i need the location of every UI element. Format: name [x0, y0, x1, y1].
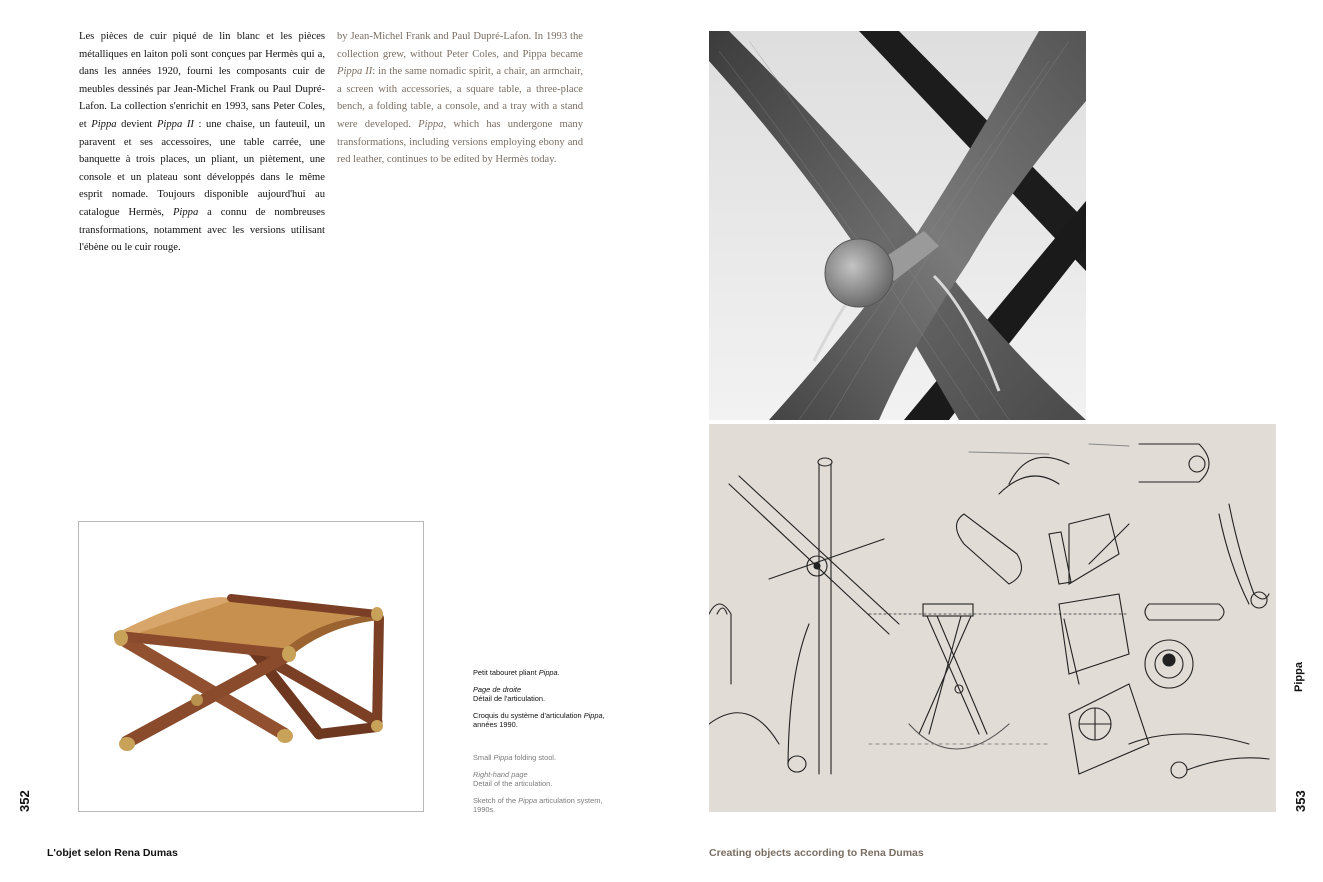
stool-photo-frame [78, 521, 424, 812]
page-number-right: 353 [1293, 790, 1308, 812]
caption-detail-en: Right-hand page Detail of the articulation. [473, 769, 553, 789]
pippa-ii-italic: Pippa II [156, 118, 194, 130]
caption-stool-en: Small Pippa folding stool. [473, 753, 557, 762]
articulation-detail-photo [709, 31, 1086, 420]
pippa-italic: Pippa [418, 118, 444, 130]
pippa-ii-italic: Pippa II [337, 66, 373, 78]
footer-right: Creating objects according to Rena Dumas [709, 847, 924, 859]
french-text-column: Les pièces de cuir piqué de lin blanc et les pièces métalliques en laiton poli sont conçues par Hermès qui a, dans les années 1920, fourni les composants cuir de meubles dessinés par Jean-Michel Frank ou Paul Dupré-Lafon. La collection s'enrichit en 1993, sans Peter Coles, et Pippa devient Pippa II : une chaise, un fauteuil, un paravent et ses accessoires, une table carrée, une banquette à trois places, un pliant, un piètement, une console et un plateau sont développés dans le même esprit nomade. Toujours disponible aujourd'hui au catalogue Hermès, Pippa a connu de nombreuses transformations, notamment avec les versions utilisant l'ébène ou le cuir rouge. [79, 31, 325, 254]
pippa-italic: Pippa [172, 206, 199, 218]
caption-sketch-en: Sketch of the Pippa articulation system, 1990s. [473, 795, 603, 815]
caption-stool-fr: Petit tabouret pliant Pippa. [473, 668, 560, 677]
footer-left: L'objet selon Rena Dumas [47, 847, 178, 859]
caption-detail-fr: Page de droite Détail de l'articulation. [473, 684, 546, 704]
section-label-pippa: Pippa [1293, 662, 1305, 692]
articulation-sketch-drawing [709, 424, 1276, 812]
pippa-italic: Pippa [91, 118, 117, 130]
page-number-left: 352 [17, 790, 32, 812]
folding-stool-image [79, 522, 423, 811]
english-text-column: by Jean-Michel Frank and Paul Dupré-Lafon. In 1993 the collection grew, without Peter Coles, and Pippa became Pippa II: in the same nomadic spirit, a chair, an armchair, a screen with accessories, a square table, a three-place bench, a folding table, a console, and a tray with a stand were developed. Pippa, which has undergone many transformations, including versions employing ebony and red leather, continues to be edited by Hermès today. [337, 31, 584, 166]
captions-en [473, 753, 623, 822]
captions-fr [473, 668, 623, 737]
caption-sketch-fr: Croquis du système d'articulation Pippa, années 1990. [473, 710, 605, 730]
